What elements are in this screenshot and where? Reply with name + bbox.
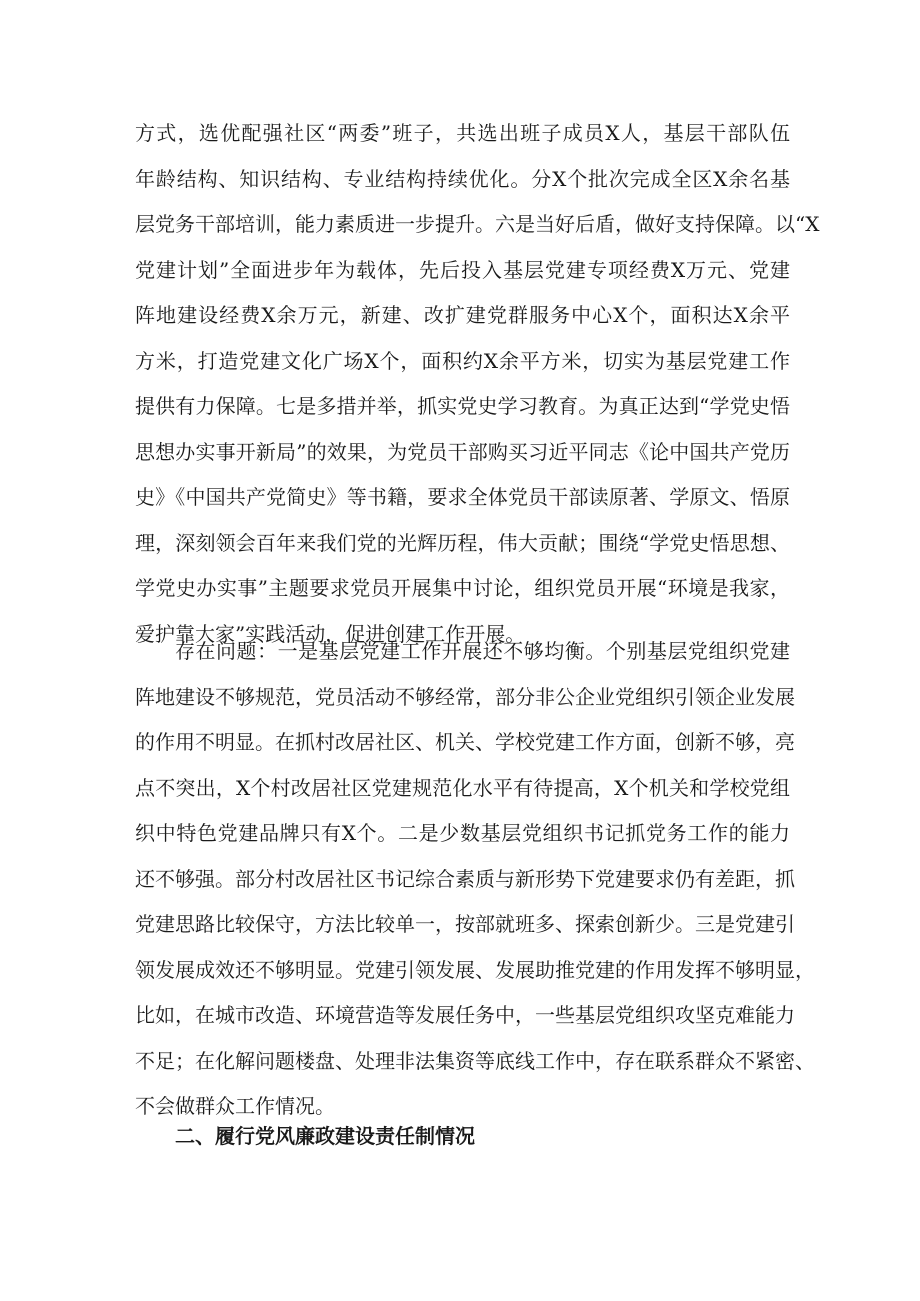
paragraph-line: 爱护靠大家”实践活动，促进创建工作开展。 xyxy=(135,621,526,646)
paragraph-line: 不会做群众工作情况。 xyxy=(135,1094,335,1118)
paragraph-line: 年龄结构、知识结构、专业结构持续优化。分X个批次完成全区X余名基 xyxy=(135,166,790,191)
paragraph-line: 思想办实事开新局”的效果，为党员干部购买习近平同志《论中国共产党历 xyxy=(135,439,790,464)
paragraph-line: 阵地建设经费X余万元，新建、改扩建党群服务中心X个，面积达X余平 xyxy=(135,303,790,327)
paragraph-line: 方米，打造党建文化广场X个，面积约X余平方米，切实为基层党建工作 xyxy=(135,348,790,373)
paragraph-problems xyxy=(135,629,815,1130)
paragraph-line: 层党务干部培训，能力素质进一步提升。六是当好后盾，做好支持保障。以“X xyxy=(135,212,820,236)
paragraph-line: 理，深刻领会百年来我们党的光辉历程，伟大贡献；围绕“学党史悟思想、 xyxy=(135,530,790,555)
section-heading: 二、履行党风廉政建设责任制情况 xyxy=(175,1124,475,1148)
paragraph-line: 提供有力保障。七是多措并举，抓实党史学习教育。为真正达到“学党史悟 xyxy=(135,394,790,418)
paragraph-line: 点不突出，X个村改居社区党建规范化水平有待提高，X个机关和学校党组 xyxy=(135,775,790,800)
paragraph-line: 方式，选优配强社区“两委”班子，共选出班子成员X人，基层干部队伍 xyxy=(135,121,790,145)
paragraph-line: 存在问题：一是基层党建工作开展还不够均衡。个别基层党组织党建 xyxy=(175,639,790,663)
paragraph-line: 领发展成效还不够明显。党建引领发展、发展助推党建的作用发挥不够明显， xyxy=(135,957,815,982)
paragraph-line: 的作用不明显。在抓村改居社区、机关、学校党建工作方面，创新不够，亮 xyxy=(135,730,795,754)
paragraph-line: 还不够强。部分村改居社区书记综合素质与新形势下党建要求仍有差距，抓 xyxy=(135,866,795,891)
paragraph-line: 史》《中国共产党简史》等书籍，要求全体党员干部读原著、学原文、悟原 xyxy=(135,485,790,509)
paragraph-line: 织中特色党建品牌只有X个。二是少数基层党组织书记抓党务工作的能力 xyxy=(135,821,790,845)
paragraph-line: 学党史办实事”主题要求党员开展集中讨论，组织党员开展“环境是我家， xyxy=(135,576,790,600)
paragraph-line: 党建思路比较保守，方法比较单一，按部就班多、探索创新少。三是党建引 xyxy=(135,912,795,936)
paragraph-line: 党建计划”全面进步年为载体，先后投入基层党建专项经费X万元、党建 xyxy=(135,257,790,282)
paragraph-line: 阵地建设不够规范，党员活动不够经常，部分非公企业党组织引领企业发展 xyxy=(135,684,795,709)
paragraph-line: 不足；在化解问题楼盘、处理非法集资等底线工作中，存在联系群众不紧密、 xyxy=(135,1048,815,1073)
paragraph-achievements xyxy=(135,111,820,657)
paragraph-line: 比如，在城市改造、环境营造等发展任务中，一些基层党组织攻坚克难能力 xyxy=(135,1003,795,1027)
